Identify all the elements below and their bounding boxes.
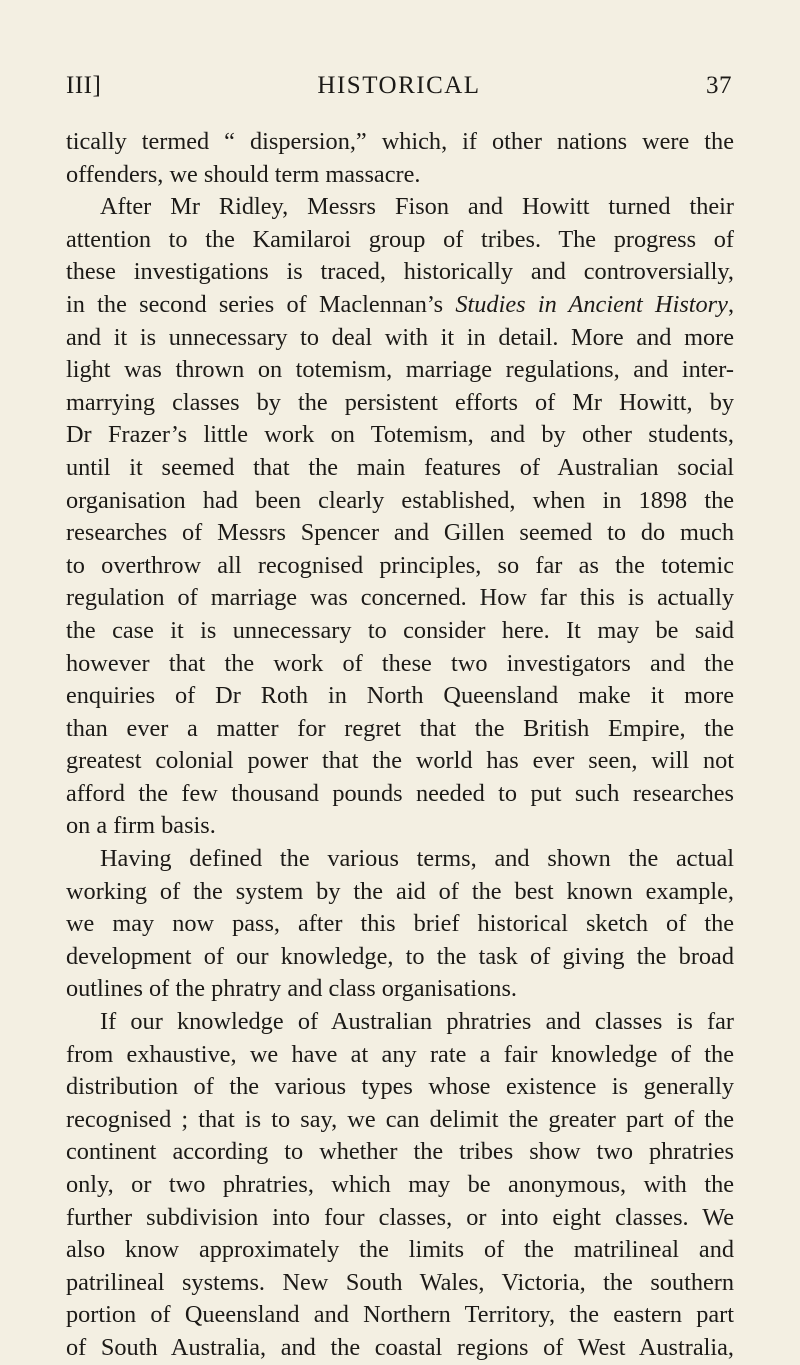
text-line: researches of Messrs Spencer and Gillen seemed to do much xyxy=(66,519,734,547)
page-number: 37 xyxy=(706,72,732,99)
text-line: regulation of marriage was concerned. How far this is actually xyxy=(66,584,734,612)
text-line: also know approximately the limits of the matrilineal and xyxy=(66,1236,734,1264)
chapter-number: III] xyxy=(66,72,102,99)
text-line: light was thrown on totemism, marriage regulations, and inter- xyxy=(66,356,734,384)
text-line: Having defined the various terms, and shown the actual xyxy=(100,845,734,873)
text-line: attention to the Kamilaroi group of tribes. The progress of xyxy=(66,225,734,253)
text-line: recognised ; that is to say, we can delimit the greater part of the xyxy=(66,1105,734,1133)
text-line: these investigations is traced, historically and controversially, xyxy=(66,258,734,286)
text-line: patrilineal systems. New South Wales, Victoria, the southern xyxy=(66,1268,734,1296)
text-line: to overthrow all recognised principles, so far as the totemic xyxy=(66,551,734,579)
text-line: until it seemed that the main features of Australian social xyxy=(66,453,734,481)
text-line: After Mr Ridley, Messrs Fison and Howitt turned their xyxy=(100,193,734,221)
text-line: Dr Frazer’s little work on Totemism, and by other students, xyxy=(66,421,734,449)
text-line: we may now pass, after this brief historical sketch of the xyxy=(66,910,734,938)
text-line: distribution of the various types whose existence is generally xyxy=(66,1073,734,1101)
text-line: afford the few thousand pounds needed to put such researches xyxy=(66,779,734,807)
running-header xyxy=(66,72,732,106)
text-line: and it is unnecessary to deal with it in detail. More and more xyxy=(66,323,734,351)
text-line: in the second series of Maclennan’s Studies in Ancient History, xyxy=(66,290,735,318)
text-line: only, or two phratries, which may be anonymous, with the xyxy=(66,1171,734,1198)
text-line: the case it is unnecessary to consider here. It may be said xyxy=(66,616,734,644)
text-line: on a firm basis. xyxy=(66,812,216,840)
text-line: marrying classes by the persistent efforts of Mr Howitt, by xyxy=(66,388,734,416)
text-line: enquiries of Dr Roth in North Queensland make it more xyxy=(66,682,734,710)
text-line: further subdivision into four classes, or into eight classes. We xyxy=(66,1203,734,1231)
text-line: tically termed “ dispersion,” which, if other nations were the xyxy=(66,128,734,155)
text-line: of South Australia, and the coastal regions of West Australia, xyxy=(66,1333,734,1361)
text-line: organisation had been clearly established, when in 1898 the xyxy=(66,486,734,514)
text-line: working of the system by the aid of the best known example, xyxy=(66,877,734,905)
text-line: development of our knowledge, to the task of giving the broad xyxy=(66,942,734,970)
text-line: than ever a matter for regret that the British Empire, the xyxy=(66,714,734,742)
text-line: If our knowledge of Australian phratries and classes is far xyxy=(100,1008,734,1036)
text-line: however that the work of these two investigators and the xyxy=(66,649,734,677)
body-text xyxy=(66,126,734,1365)
text-line: offenders, we should term massacre. xyxy=(66,160,421,188)
running-title: HISTORICAL xyxy=(317,72,481,99)
text-line: from exhaustive, we have at any rate a fair knowledge of the xyxy=(66,1040,734,1068)
text-line: continent according to whether the tribes show two phratries xyxy=(66,1138,734,1166)
text-line: portion of Queensland and Northern Territory, the eastern part xyxy=(66,1301,734,1329)
book-title: Studies in Ancient History xyxy=(455,290,728,318)
text-line: greatest colonial power that the world has ever seen, will not xyxy=(66,747,734,775)
text-line: outlines of the phratry and class organisations. xyxy=(66,975,517,1003)
